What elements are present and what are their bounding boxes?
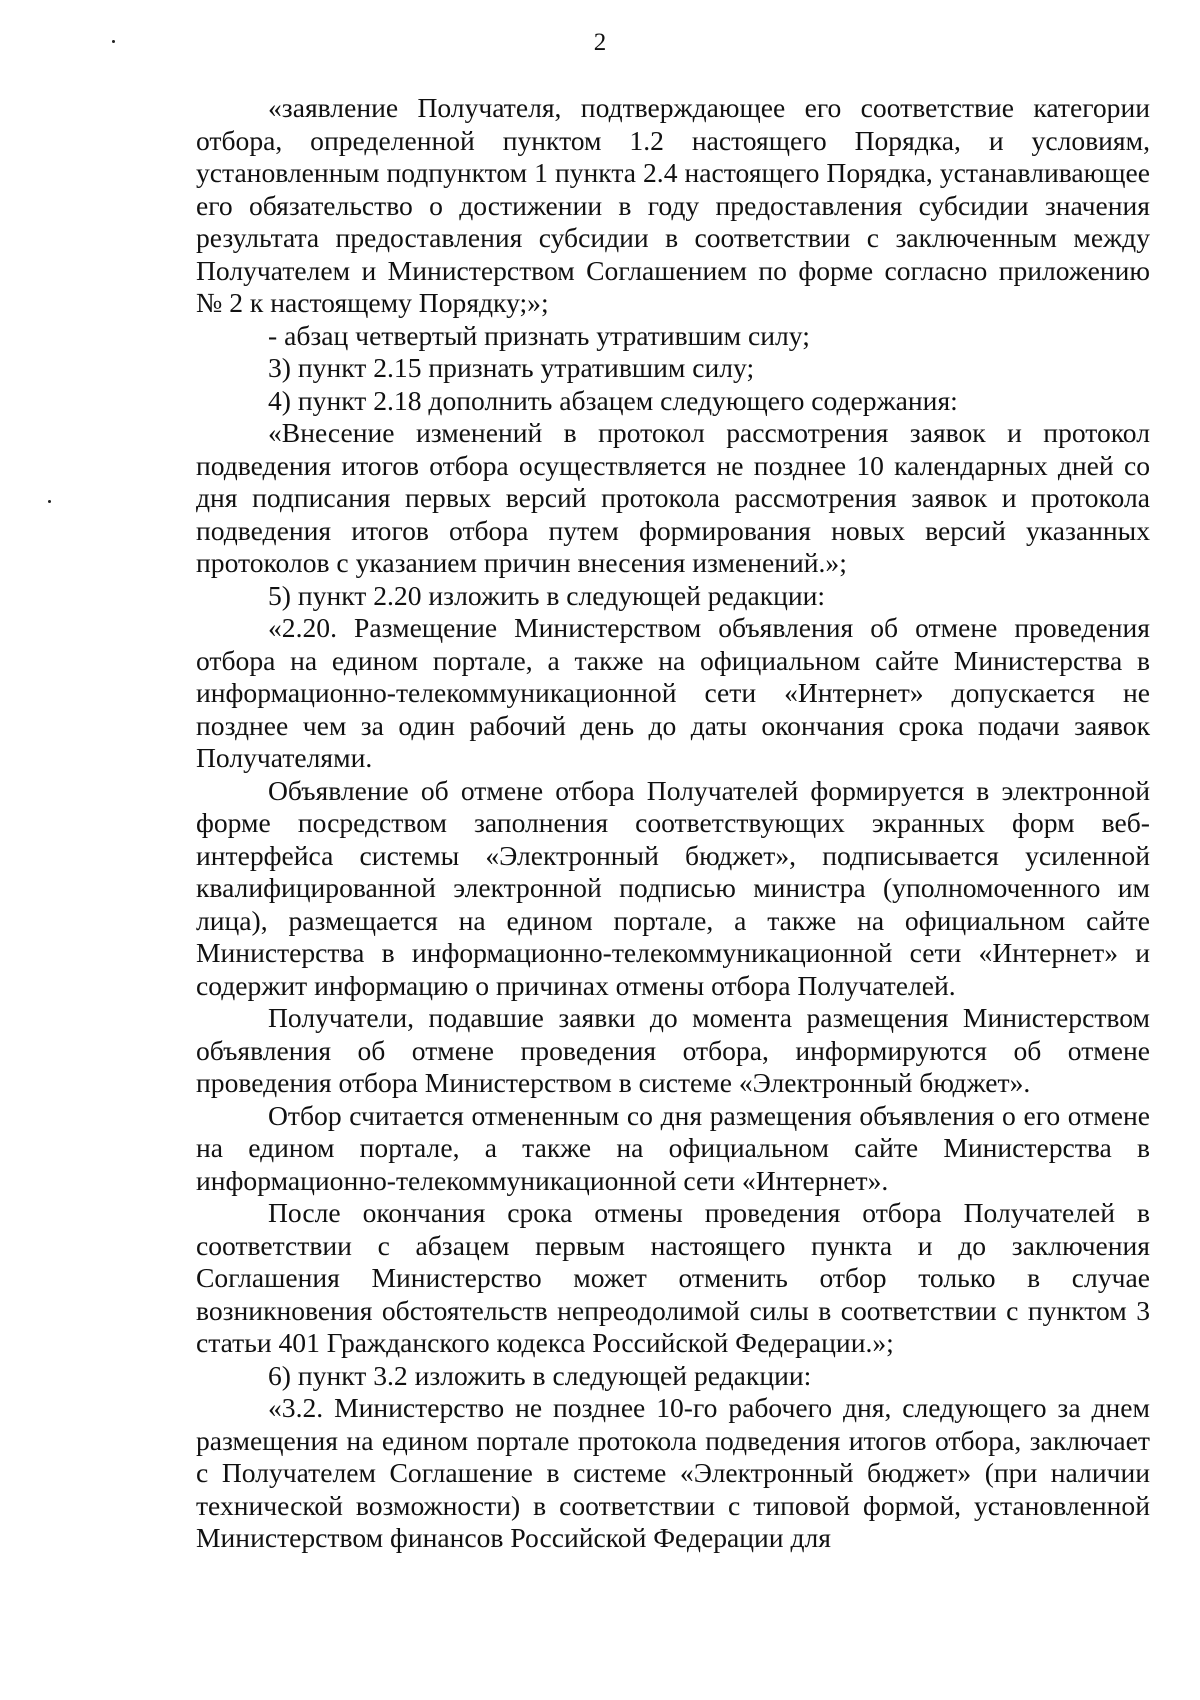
scan-speck: [48, 500, 51, 503]
paragraph-recipients-informed: Получатели, подавшие заявки до момента размещения Министерством объявления об отмене проведения отбора, информируются об отмене проведения отбора Министерством в системе «Электронный бюджет».: [196, 1002, 1150, 1098]
paragraph-item-4: 4) пункт 2.18 дополнить абзацем следующего содержания:: [268, 384, 958, 416]
paragraph-protocol-changes: «Внесение изменений в протокол рассмотрения заявок и протокол подведения итогов отбора осуществляется не позднее 10 календарных дней со дня подписания первых версий протокола рассмотрения заявок и протокола подведения итогов отбора путем формирования новых версий указанных протоколов с указанием причин внесения изменений.»;: [196, 417, 1150, 578]
paragraph-cancel-announcement: Объявление об отмене отбора Получателей формируется в электронной форме посредством заполнения соответствующих экранных форм веб-интерфейса системы «Электронный бюджет», подписывается усиленной квалифицированной электронной подписью министра (уполномоченного им лица), размещается на едином портале, а также на официальном сайте Министерства в информационно-телекоммуникационной сети «Интернет» и содержит информацию о причинах отмены отбора Получателей.: [196, 774, 1150, 1001]
paragraph-application-statement: «заявление Получателя, подтверждающее его соответствие категории отбора, определенной пунктом 1.2 настоящего Порядка, и условиям, установленным подпунктом 1 пункта 2.4 настоящего Порядка, устанавливающее его обязательство о достижении в году предоставления субсидии значения результата предоставления субсидии в соответствии с заключенным между Получателем и Министерством Соглашением по форме согласно приложению № 2 к настоящему Порядку;»;: [196, 92, 1150, 318]
paragraph-item-3: 3) пункт 2.15 признать утратившим силу;: [268, 352, 755, 383]
paragraph-2-20: «2.20. Размещение Министерством объявления об отмене проведения отбора на едином портале, а также на официальном сайте Министерства в информационно-телекоммуникационной сети «Интернет» допускается не позднее чем за один рабочий день до даты окончания срока подачи заявок Получателями.: [196, 612, 1150, 773]
paragraph-item-5: 5) пункт 2.20 изложить в следующей редакции:: [268, 579, 826, 611]
scan-speck: [112, 40, 115, 43]
paragraph-force-majeure: После окончания срока отмены проведения отбора Получателей в соответствии с абзацем первым настоящего пункта и до заключения Соглашения Министерство может отменить отбор только в случае возникновения обстоятельств непреодолимой силы в соответствии с пунктом 3 статьи 401 Гражданского кодекса Российской Федерации.»;: [196, 1197, 1150, 1358]
paragraph-selection-cancelled: Отбор считается отмененным со дня размещения объявления о его отмене на едином портале, а также на официальном сайте Министерства в информационно-телекоммуникационной сети «Интернет».: [196, 1099, 1150, 1196]
page-number: 2: [593, 29, 607, 56]
paragraph-item-6: 6) пункт 3.2 изложить в следующей редакции:: [268, 1359, 812, 1391]
paragraph-3-2: «3.2. Министерство не позднее 10-го рабочего дня, следующего за днем размещения на едином портале протокола подведения итогов отбора, заключает с Получателем Соглашение в системе «Электронный бюджет» (при наличии технической возможности) в соответствии с типовой формой, установленной Министерством финансов Российской Федерации для: [196, 1392, 1150, 1553]
paragraph-abzac-4: - абзац четвертый признать утратившим силу;: [268, 319, 810, 351]
document-body: [196, 92, 1150, 1555]
